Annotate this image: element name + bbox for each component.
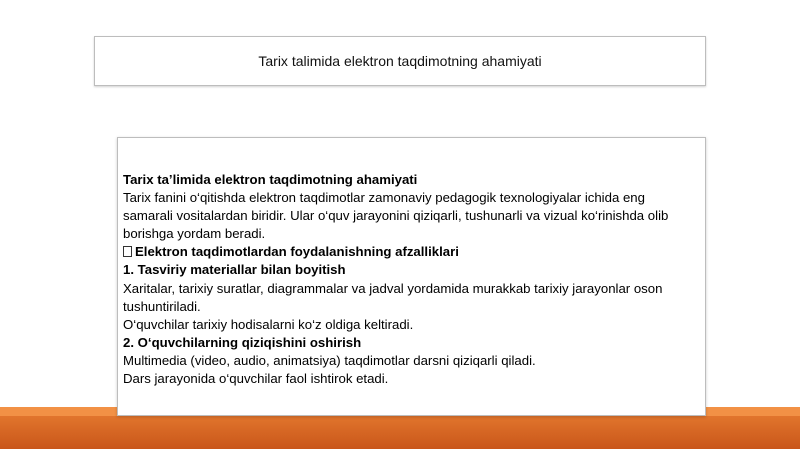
intro-line-3: borishga yordam beradi.	[123, 226, 266, 242]
point1-heading: 1. Tasviriy materiallar bilan boyitish	[123, 262, 346, 278]
content-heading: Tarix ta’limida elektron taqdimotning ahamiyati	[123, 172, 418, 187]
point1-line-3: O‘quvchilar tarixiy hodisalarni ko‘z oldiga keltiradi.	[123, 316, 414, 332]
point2-line-2: Dars jarayonida o‘quvchilar faol ishtirok etadi.	[123, 371, 389, 387]
section-heading: Elektron taqdimotlardan foydalanishning afzalliklari	[135, 244, 459, 260]
point2-heading: 2. O‘quvchilarning qiziqishini oshirish	[123, 334, 362, 350]
point1-line-2: tushuntiriladi.	[123, 298, 201, 314]
point2-line-1: Multimedia (video, audio, animatsiya) taqdimotlar darsni qiziqarli qiladi.	[123, 352, 536, 368]
content-box	[117, 137, 706, 416]
section-heading-row	[123, 243, 705, 261]
intro-line-2: samarali vositalardan biridir. Ular o‘quv jarayonini qiziqarli, tushunarli va vizual ko‘rinishda olib	[123, 208, 669, 224]
point1-line-1: Xaritalar, tarixiy suratlar, diagrammalar va jadval yordamida murakkab tarixiy jarayonlar oson	[123, 280, 663, 296]
intro-line-1: Tarix fanini o‘qitishda elektron taqdimotlar zamonaviy pedagogik texnologiyalar ichida eng	[123, 190, 645, 206]
slide-title-box	[94, 36, 706, 86]
missing-glyph-icon	[123, 246, 132, 257]
slide-title: Tarix talimida elektron taqdimotning ahamiyati	[258, 53, 542, 69]
